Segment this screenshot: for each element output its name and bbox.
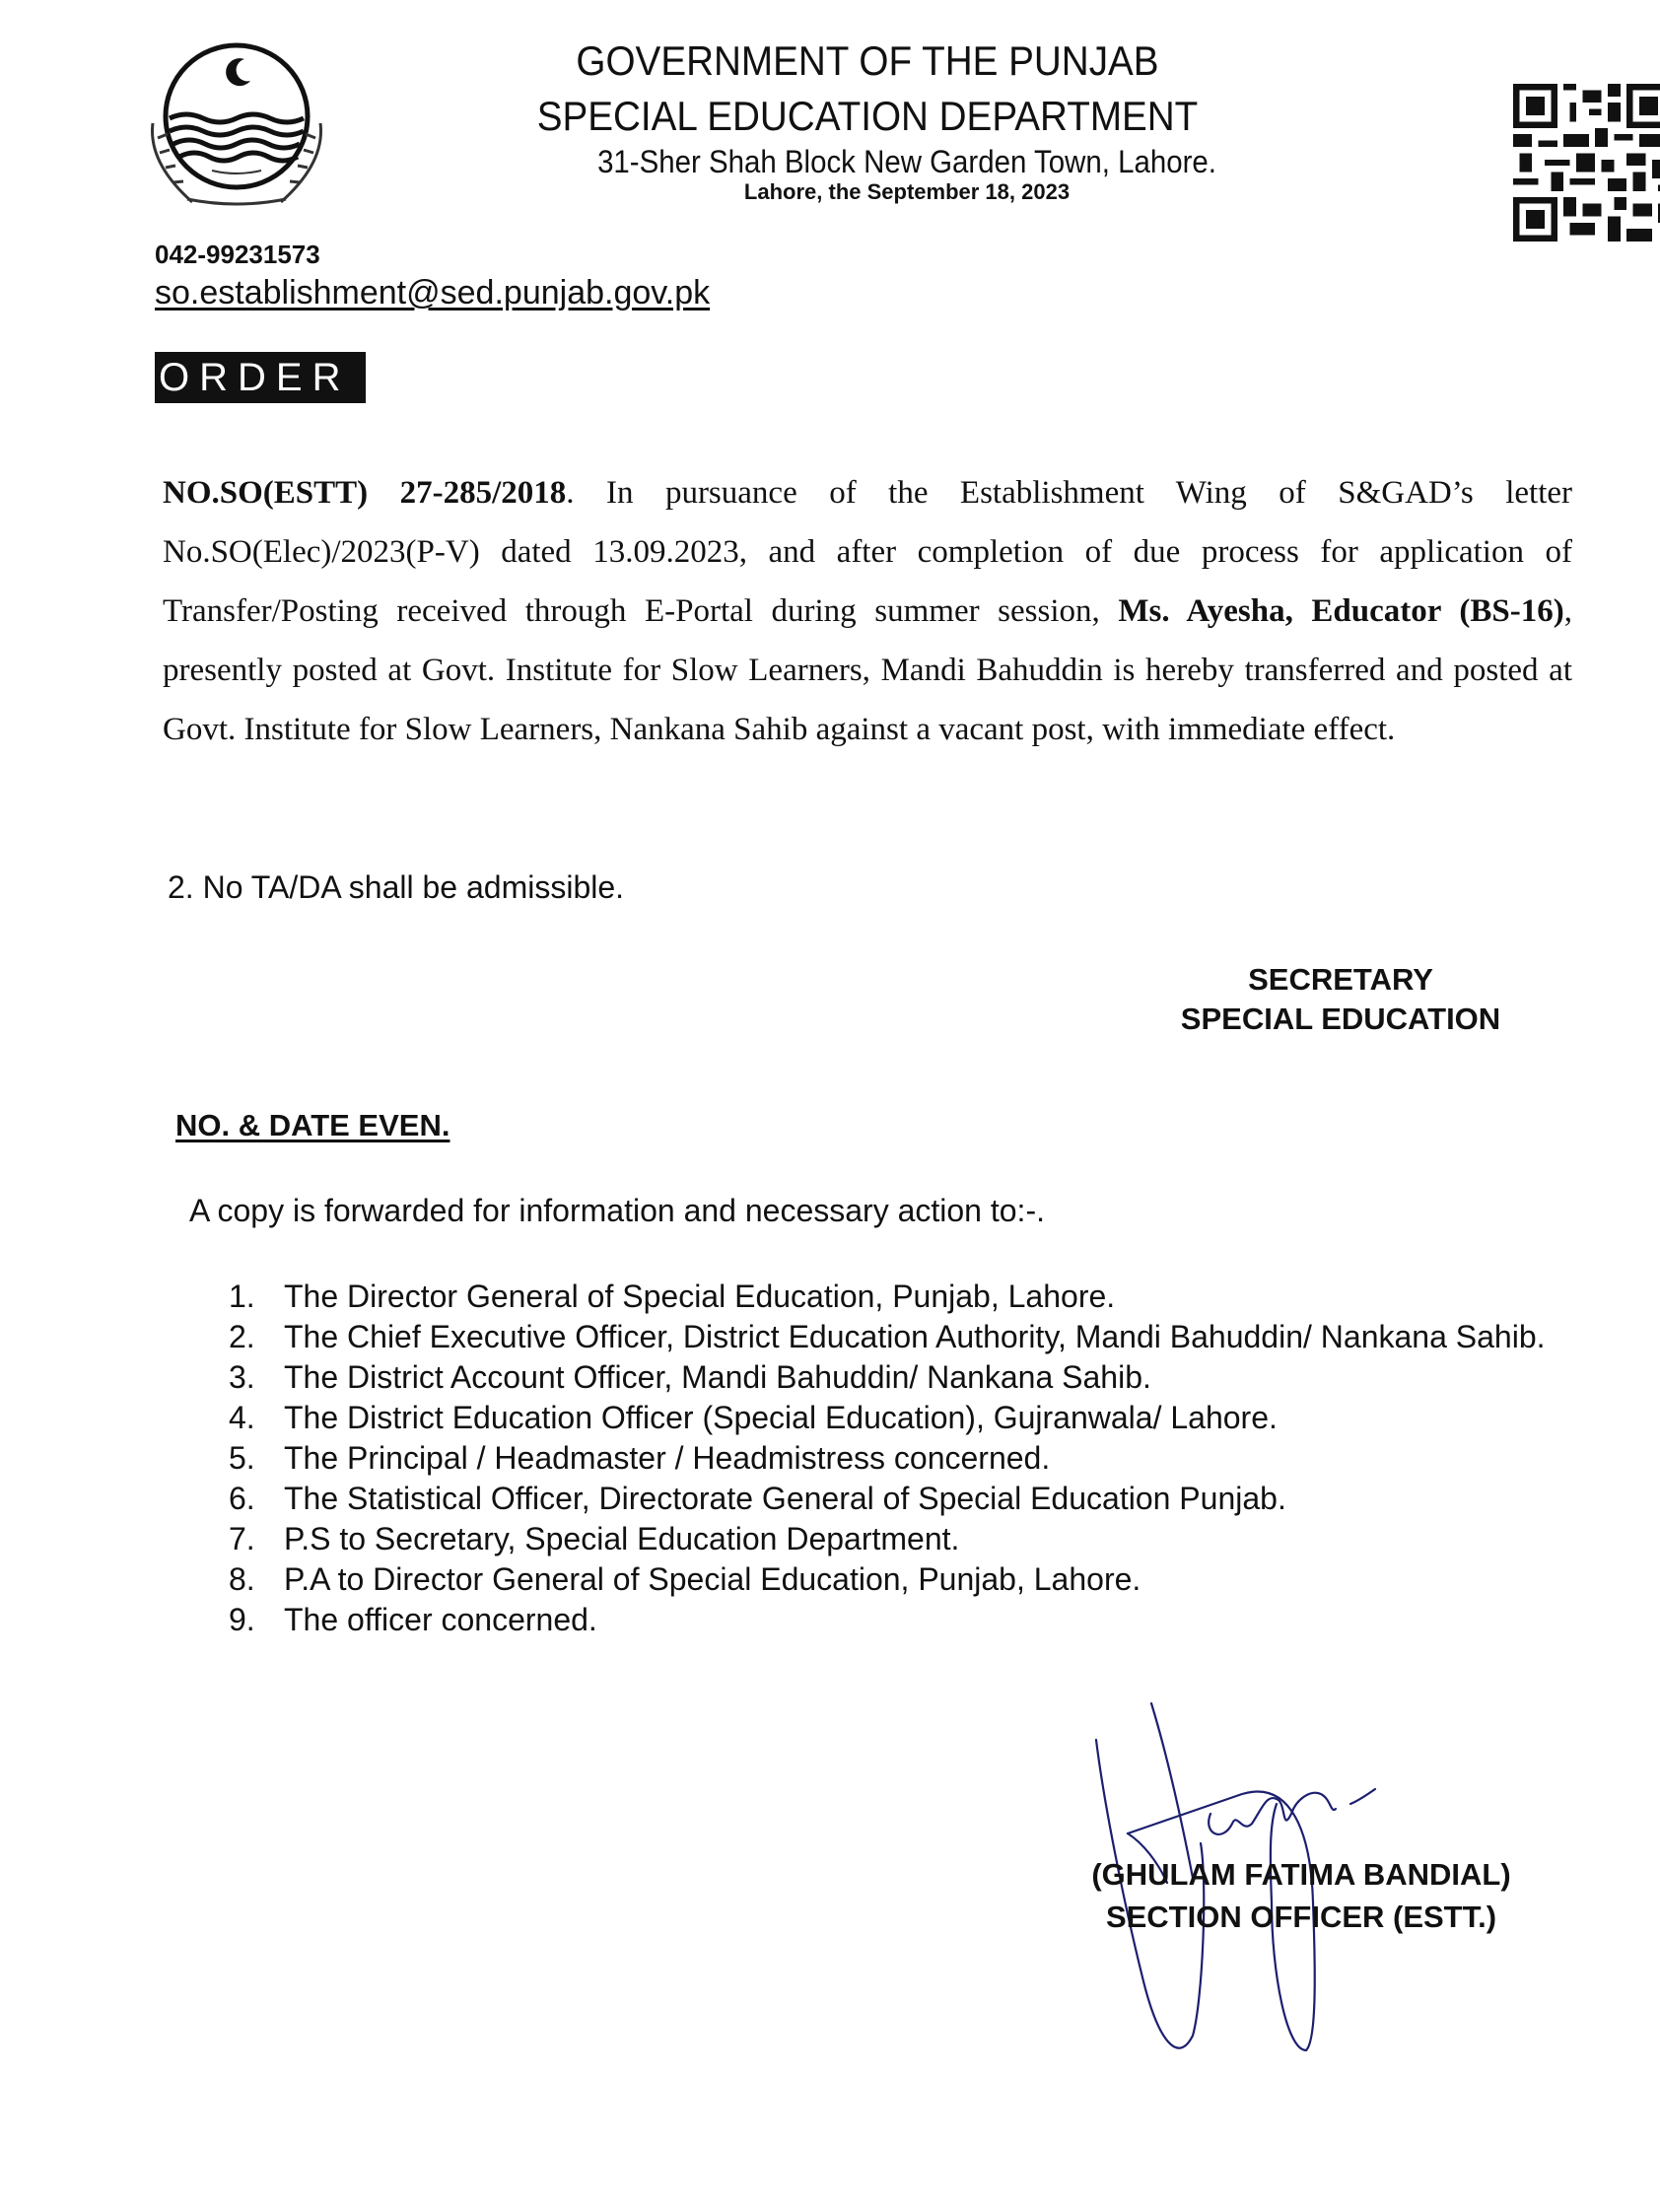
list-item-number: 9. bbox=[229, 1602, 255, 1637]
signatory-designation: SECTION OFFICER (ESTT.) bbox=[1105, 1900, 1497, 1934]
list-item-number: 2. bbox=[229, 1319, 255, 1354]
list-item-number: 6. bbox=[229, 1481, 255, 1516]
list-item-text: The Chief Executive Officer, District Education Authority, Mandi Bahuddin/ Nankana Sahib. bbox=[284, 1319, 1546, 1354]
list-item-text: The officer concerned. bbox=[284, 1602, 597, 1637]
list-item-text: The District Account Officer, Mandi Bahuddin/ Nankana Sahib. bbox=[284, 1359, 1151, 1395]
list-item-number: 5. bbox=[229, 1440, 255, 1476]
header-date: Lahore, the September 18, 2023 bbox=[743, 179, 1071, 204]
list-item-text: P.A to Director General of Special Education, Punjab, Lahore. bbox=[284, 1561, 1141, 1597]
distribution-list-item bbox=[229, 1277, 1589, 1317]
distribution-intro: A copy is forwarded for information and necessary action to:-. bbox=[189, 1193, 1045, 1228]
employee-name: Ms. Ayesha, Educator (BS-16) bbox=[1118, 593, 1564, 629]
note-no-tada: 2. No TA/DA shall be admissible. bbox=[168, 869, 625, 905]
list-item-text: The Principal / Headmaster / Headmistress concerned. bbox=[284, 1440, 1051, 1476]
header-title-line2: SPECIAL EDUCATION DEPARTMENT bbox=[536, 93, 1199, 139]
distribution-list-item bbox=[229, 1438, 1589, 1479]
body-text-part1: . In pursuance of the Establishment Wing of S&GAD’s letter No.SO(Elec)/2023(P-V) dated 13.09.2023, and after completion of due process for application of Transfer/Posting received through E-Portal during summer session, bbox=[163, 475, 1572, 629]
authority-department: SPECIAL EDUCATION bbox=[1180, 1002, 1501, 1036]
distribution-list-item bbox=[229, 1600, 1589, 1640]
list-item-text: The Statistical Officer, Directorate General of Special Education Punjab. bbox=[284, 1481, 1286, 1516]
distribution-list-item bbox=[229, 1317, 1589, 1357]
list-item-number: 7. bbox=[229, 1521, 255, 1556]
header-address: 31-Sher Shah Block New Garden Town, Lahore. bbox=[597, 144, 1216, 179]
order-label: ORDER bbox=[155, 352, 366, 403]
contact-phone: 042-99231573 bbox=[155, 240, 320, 269]
distribution-list-item bbox=[229, 1479, 1589, 1519]
distribution-list-item bbox=[229, 1559, 1589, 1600]
body-text-part2: , presently posted at Govt. Institute for Slow Learners, Mandi Bahuddin is hereby transferred and posted at Govt. Institute for Slow Learners, Nankana Sahib against a vacant post, with immediate effect. bbox=[163, 593, 1572, 747]
authority-title: SECRETARY bbox=[1248, 962, 1433, 997]
signatory-block bbox=[1025, 1853, 1577, 1938]
distribution-list bbox=[229, 1277, 1589, 1640]
list-item-number: 1. bbox=[229, 1279, 255, 1314]
header-title-line1: GOVERNMENT OF THE PUNJAB bbox=[576, 37, 1159, 84]
list-item-text: P.S to Secretary, Special Education Department. bbox=[284, 1521, 960, 1556]
distribution-list-item bbox=[229, 1357, 1589, 1398]
reference-number: NO.SO(ESTT) 27-285/2018 bbox=[163, 475, 567, 511]
emblem-icon bbox=[128, 30, 345, 217]
distribution-heading: NO. & DATE EVEN. bbox=[175, 1108, 450, 1142]
authority-block bbox=[1124, 960, 1557, 1039]
list-item-text: The District Education Officer (Special Education), Gujranwala/ Lahore. bbox=[284, 1400, 1278, 1435]
punjab-emblem-logo bbox=[128, 30, 345, 217]
distribution-list-item bbox=[229, 1519, 1589, 1559]
list-item-number: 8. bbox=[229, 1561, 255, 1597]
list-item-text: The Director General of Special Education, Punjab, Lahore. bbox=[284, 1279, 1116, 1314]
contact-email-link[interactable]: so.establishment@sed.punjab.gov.pk bbox=[155, 274, 711, 311]
list-item-number: 3. bbox=[229, 1359, 255, 1395]
qr-code-icon bbox=[1513, 84, 1660, 242]
list-item-number: 4. bbox=[229, 1400, 255, 1435]
distribution-list-item bbox=[229, 1398, 1589, 1438]
signatory-name: (GHULAM FATIMA BANDIAL) bbox=[1091, 1857, 1511, 1892]
order-body-paragraph bbox=[163, 463, 1572, 759]
